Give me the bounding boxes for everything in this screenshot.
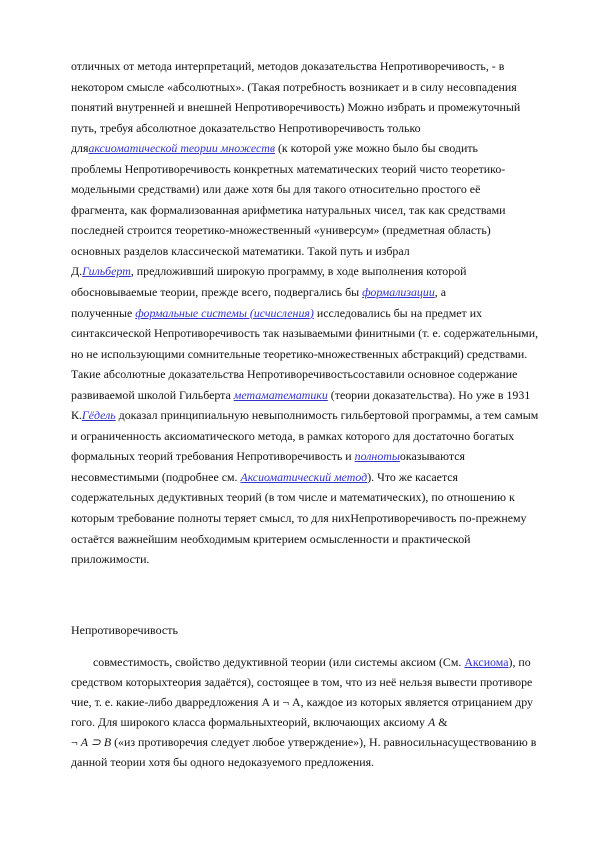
text-line: [71, 446, 581, 467]
text-fragment: гого. Для широкого класса формальныхтеорий, включающих аксиому: [71, 715, 428, 729]
text-fragment: («из противоречия следует любое утверждение»), Н. равносильнасуществованию в: [111, 735, 537, 749]
text-line: [71, 282, 581, 303]
text-line: которым требование полноты теряет смысл, то для нихНепротиворечивость по-прежнему: [71, 511, 527, 526]
text-line: чие, т. е. какие-либо дваpредложения А и ¬ А, каждое из которых является отрицанием дру: [71, 695, 533, 709]
text-line: [71, 652, 581, 672]
text-line: последней строится теоретико-множественный «универсум» (предметная область): [71, 223, 491, 238]
formula-expression: А ⊃ В: [80, 735, 112, 749]
text-fragment: развиваемой школой Гильберта: [71, 387, 234, 402]
section-title: Непротиворечивость: [71, 623, 178, 637]
text-line: приложимости.: [71, 552, 150, 567]
paragraph-consistency-history: [71, 56, 581, 570]
text-line: некотором смысле «абсолютных». (Такая потребность возникает и в силу несовпадения: [71, 79, 517, 94]
link-completeness[interactable]: полноты: [354, 449, 400, 464]
text-fragment: Д.: [71, 264, 83, 279]
text-line: фрагмента, как формализованная арифметика натуральных чисел, так как средствами: [71, 202, 506, 217]
link-axiomatic-set-theory[interactable]: аксиоматической теории множеств: [88, 141, 275, 156]
text-line: [71, 405, 581, 426]
text-fragment: формальных теорий требования Непротиворечивость и: [71, 449, 355, 464]
text-fragment: обосновываемые теории, прежде всего, подвергались бы: [71, 285, 363, 300]
text-line: данной теории хотя бы одного недоказуемого предложения.: [71, 755, 375, 769]
text-fragment: оказываются: [399, 449, 465, 464]
text-line: [71, 303, 581, 324]
text-fragment: ), по: [508, 655, 531, 669]
text-line: [71, 732, 581, 752]
text-fragment: ¬: [71, 735, 81, 749]
text-line: синтаксической Непротиворечивость так называемыми финитными (т. е. содержательными,: [71, 326, 539, 341]
text-fragment: доказал принципиальную невыполнимость гильбертовой программы, а тем самым: [115, 408, 539, 423]
text-line: основных разделов классической математики. Такой путь и избрал: [71, 243, 410, 258]
text-fragment: несовместимыми (подробнее см.: [71, 469, 241, 484]
text-fragment: , предложивший широкую программу, в ходе выполнения которой: [130, 264, 467, 279]
text-fragment: , а: [434, 285, 446, 300]
text-line: [71, 261, 581, 282]
text-fragment: (теории доказательства). Но уже в 1931: [327, 387, 531, 402]
link-metamathematics[interactable]: метаматематики: [233, 387, 328, 402]
text-fragment: ). Что же касается: [367, 469, 459, 484]
link-hilbert[interactable]: Гильберт: [82, 264, 131, 279]
text-line: проблемы Непротиворечивость конкретных математических теорий чисто теоретико-: [71, 161, 506, 176]
text-line: но не использующими сомнительные теоретико-множественных абстракций) средствами.: [71, 346, 528, 361]
paragraph-definition: [71, 652, 581, 772]
link-axiomatic-method[interactable]: Аксиоматический метод: [240, 469, 368, 484]
text-fragment: совместимость, свойство дедуктивной теории (или системы аксиом (См.: [93, 655, 465, 669]
text-line: модельными средствами) или даже хотя бы для такого относительно простого её: [71, 182, 481, 197]
text-fragment: &: [435, 715, 448, 729]
link-axiom[interactable]: Аксиома: [464, 655, 509, 669]
text-line: остаётся важнейшим необходимым критерием осмысленности и практической: [71, 531, 471, 546]
text-line: средством которыхтеория задаётся), состоящее в том, что из неё нельзя вывести противоре: [71, 675, 533, 689]
text-fragment: (к которой уже можно было бы сводить: [274, 141, 478, 156]
formula-variable: А: [427, 715, 436, 729]
text-fragment: полученные: [71, 305, 136, 320]
text-line: и ограниченность аксиоматического метода, в рамках которого для достаточно богатых: [71, 428, 515, 443]
text-line: отличных от метода интерпретаций, методов доказательства Непротиворечивость, - в: [71, 59, 505, 73]
text-line: понятий внутренней и внешней Непротиворечивость) Можно избрать и промежуточный: [71, 100, 521, 115]
link-godel[interactable]: Гёдель: [81, 408, 116, 423]
text-line: путь, требуя абсолютное доказательство Непротиворечивость только: [71, 120, 421, 135]
link-formalization[interactable]: формализации: [362, 285, 435, 300]
text-line: [71, 712, 581, 732]
text-fragment: исследовались бы на предмет их: [313, 305, 483, 320]
text-line: Такие абсолютные доказательства Непротиворечивостьсоставили основное содержание: [71, 367, 518, 382]
text-line: [71, 467, 581, 488]
text-fragment: для: [71, 141, 89, 156]
text-fragment: К.: [71, 408, 82, 423]
text-line: содержательных дедуктивных теорий (в том числе и математических), по отношению к: [71, 490, 515, 505]
text-line: [71, 138, 581, 159]
link-formal-systems[interactable]: формальные системы (исчисления): [135, 305, 314, 320]
text-line: [71, 385, 581, 406]
